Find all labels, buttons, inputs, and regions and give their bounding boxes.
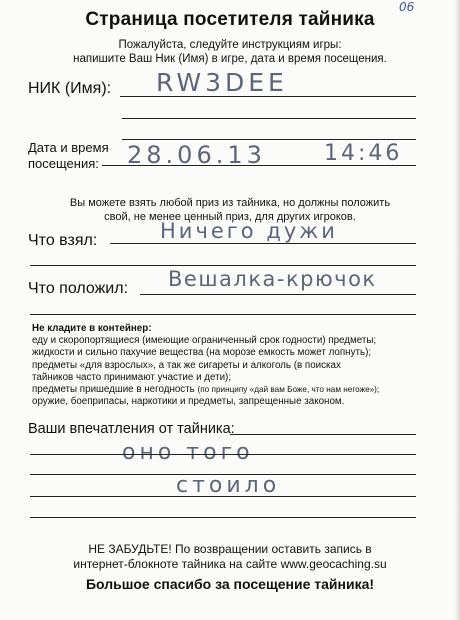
impressions-label: Ваши впечатления от тайника: (28, 421, 235, 437)
intro-line-1: Пожалуйста, следуйте инструкциям игры: (118, 39, 342, 51)
put-label: Что положил: (28, 280, 129, 297)
took-line-2 (30, 265, 416, 266)
intro-text (0, 38, 460, 66)
reminder-line-1: НЕ ЗАБУДЬТЕ! По возвращении оставить запись в (88, 542, 372, 556)
impressions-handwritten-line-1: оно того (122, 440, 254, 465)
rules-item: жидкости и сильно пахучие вещества (на морозе емкость может лопнуть); (32, 347, 372, 359)
rules-item: оружие, боеприпасы, наркотики и предметы, запрещенные законом. (32, 396, 345, 408)
put-line-1 (140, 294, 416, 295)
date-handwritten-value: 28.06.13 (127, 141, 266, 169)
nick-line-3 (122, 139, 416, 140)
forbidden-items-list (32, 323, 442, 408)
rules-item: тайников часто принимают участие и дети); (32, 371, 232, 383)
impressions-line-2 (30, 454, 416, 455)
thank-you-text: Большое спасибо за посещение тайника! (85, 576, 375, 592)
put-line-2 (30, 314, 416, 315)
rules-item: еду и скоропортящиеся (имеющие ограниченный срок годности) предметы; (32, 335, 377, 347)
datetime-label-line-1: Дата и время (28, 140, 109, 155)
took-line-1 (110, 243, 416, 244)
took-handwritten-value: Ничего дужи (160, 219, 338, 243)
reminder-line-2: интернет-блокноте тайника на сайте www.geocaching.su (73, 557, 387, 571)
rules-item: предметы «для взрослых», а так же сигареты и алкоголь (в поисках (32, 359, 341, 371)
rules-heading: Не кладите в контейнер: (32, 323, 152, 334)
datetime-label-line-2: посещения: (28, 156, 99, 171)
rules-item-broken (32, 384, 442, 396)
corner-handwritten-number: 06 (399, 0, 415, 14)
note-line-2: свой, не менее ценный приз, для других игроков. (104, 211, 356, 223)
rules-broken-small: (по принципу «дай вам Боже, что нам негоже»); (197, 385, 380, 395)
page-edge-shadow (454, 0, 460, 620)
rules-broken-main: предметы пришедшие в негодность (32, 384, 198, 396)
datetime-label (28, 140, 109, 172)
reminder-text (0, 542, 460, 572)
took-label: Что взял: (28, 232, 98, 249)
page-title: Страница посетителя тайника (85, 9, 375, 30)
put-handwritten-value: Вешалка-крючок (168, 267, 377, 291)
impressions-line-5 (30, 517, 416, 518)
nick-label: НИК (Имя): (28, 80, 112, 97)
time-handwritten-value: 14:46 (324, 141, 403, 166)
note-line-1: Вы можете взять любой приз из тайника, но должны положить (69, 197, 391, 209)
impressions-line-4 (30, 496, 416, 497)
nick-line-1 (120, 96, 416, 97)
intro-line-2: напишите Ваш Ник (Имя) в игре, дата и время посещения. (73, 53, 387, 65)
nick-line-2 (122, 118, 416, 119)
nick-handwritten-value: RW3DEE (156, 68, 288, 97)
datetime-line (102, 165, 416, 166)
impressions-handwritten-line-2: стоило (176, 473, 281, 498)
impressions-line-1 (230, 434, 416, 435)
